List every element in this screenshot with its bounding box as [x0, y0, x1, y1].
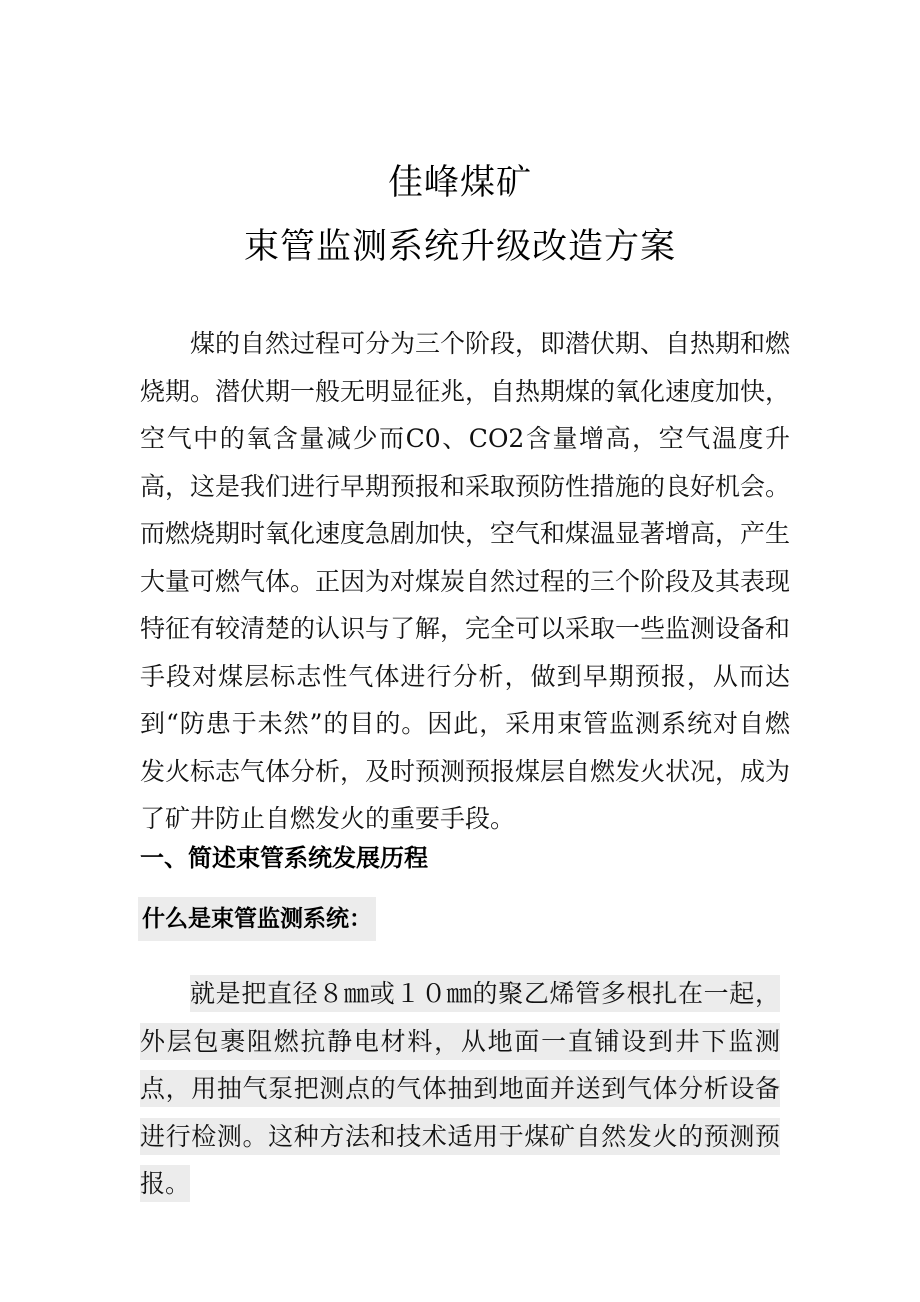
subheading-what-is-bundle-tube-system: 什么是束管监测系统： — [138, 897, 376, 941]
definition-paragraph — [140, 970, 780, 1208]
section-heading-history: 一、简述束管系统发展历程 — [140, 844, 428, 872]
document-title-plan: 束管监测系统升级改造方案 — [243, 227, 676, 267]
intro-paragraph: 煤的自然过程可分为三个阶段，即潜伏期、自热期和燃烧期。潜伏期一般无明显征兆，自热期煤的氧化速度加快，空气中的氧含量减少而C0、CO2含量增高，空气温度升高，这是我们进行早期预报和采取预防性措施的良好机会。而燃烧期时氧化速度急剧加快，空气和煤温显著增高，产生大量可燃气体。正因为对煤炭自然过程的三个阶段及其表现特征有较清楚的认识与了解，完全可以采取一些监测设备和手段对煤层标志性气体进行分析，做到早期预报，从而达到“防患于未然”的目的。因此，采用束管监测系统对自燃发火标志气体分析，及时预测预报煤层自燃发火状况，成为了矿井防止自燃发火的重要手段。 — [140, 329, 791, 833]
definition-text: 就是把直径８㎜或１０㎜的聚乙烯管多根扎在一起，外层包裹阻燃抗静电材料，从地面一直铺设到井下监测点，用抽气泵把测点的气体抽到地面并送到气体分析设备进行检测。这种方法和技术适用于煤矿自然发火的预测预报。 — [140, 975, 780, 1202]
document-title-mine-name: 佳峰煤矿 — [387, 163, 532, 203]
